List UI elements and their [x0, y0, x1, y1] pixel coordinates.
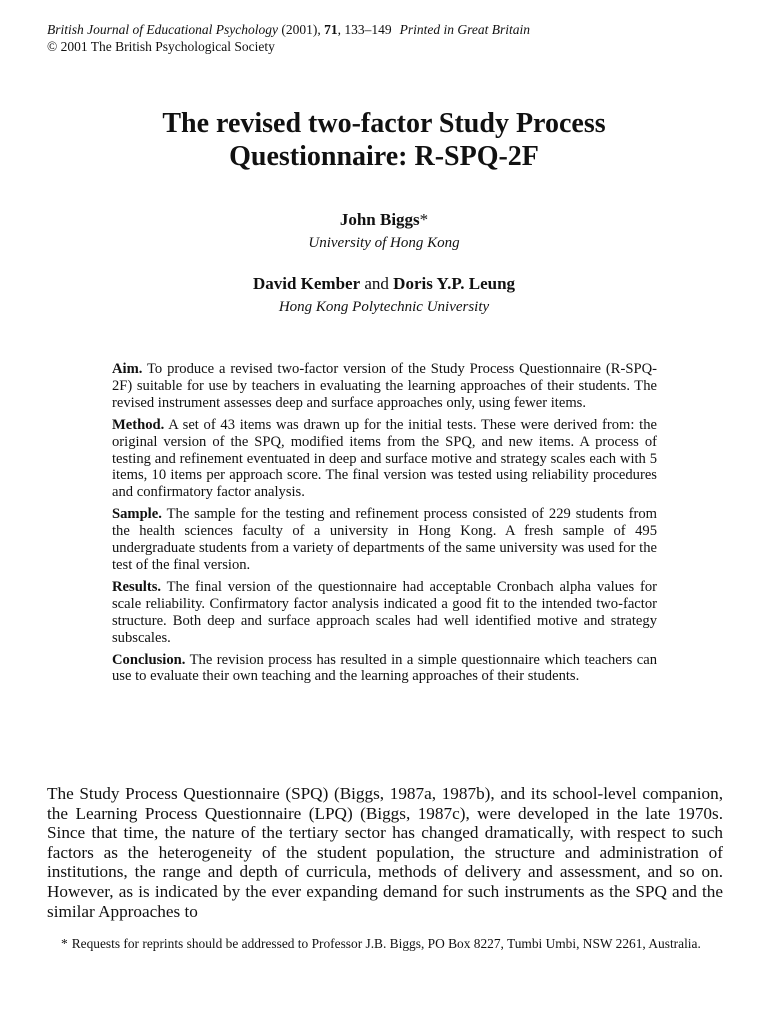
citation-line	[47, 21, 530, 38]
author-name	[0, 209, 768, 230]
abstract-aim	[112, 361, 657, 412]
abstract-label: Conclusion.	[112, 651, 186, 668]
author-footnote-mark: *	[419, 210, 429, 229]
title-line-1: The revised two-factor Study Process	[162, 108, 606, 139]
author-kember: David Kember	[252, 274, 361, 293]
printed-note: Printed in Great Britain	[399, 22, 530, 37]
journal-header	[47, 21, 530, 55]
abstract	[112, 361, 657, 690]
author-biggs: John Biggs	[339, 210, 420, 229]
footnote-mark: *	[61, 936, 68, 951]
author-block-1	[0, 209, 768, 253]
journal-volume: 71	[324, 22, 338, 37]
abstract-text: The sample for the testing and refinement process consisted of 229 students from the health sciences faculty of a university in Hong Kong. A fresh sample of 495 undergraduate students from a variety of departments of the same university was used for the test of the final version.	[112, 506, 657, 573]
journal-year: (2001),	[277, 22, 325, 37]
author-and: and	[360, 274, 394, 293]
author-affiliation: Hong Kong Polytechnic University	[278, 299, 490, 315]
journal-name: British Journal of Educational Psychology	[47, 22, 278, 37]
author-block-2	[0, 273, 768, 317]
abstract-text: To produce a revised two-factor version of the Study Process Questionnaire (R-SPQ-2F) suitable for use by teachers in evaluating the learning approaches of their students. The revised instrument assesses deep and surface approaches only, using fewer items.	[112, 361, 657, 411]
abstract-label: Results.	[112, 578, 162, 595]
abstract-label: Sample.	[112, 506, 162, 523]
author-affiliation: University of Hong Kong	[308, 235, 460, 251]
abstract-text: A set of 43 items was drawn up for the initial tests. These were derived from: the original version of the SPQ, modified items from the SPQ, and new items. A process of testing and refinement eventuated in deep and surface motive and strategy scales each with 5 items, 10 items per approach score. The final version was tested using reliability procedures and confirmatory factor analysis.	[112, 416, 657, 501]
copyright-line: © 2001 The British Psychological Society	[47, 39, 275, 54]
abstract-sample	[112, 506, 657, 574]
author-leung: Doris Y.P. Leung	[393, 274, 516, 293]
abstract-results	[112, 579, 657, 647]
journal-pages: , 133–149	[337, 22, 392, 37]
paper-title	[0, 107, 768, 173]
abstract-conclusion	[112, 652, 657, 686]
body-paragraph: The Study Process Questionnaire (SPQ) (Biggs, 1987a, 1987b), and its school-level companion, the Learning Process Questionnaire (LPQ) (Biggs, 1987c), were developed in the late 1970s. Since that time, the nature of the tertiary sector has changed dramatically, with respect to such factors as the heterogeneity of the student population, the structure and administration of institutions, the range and depth of curricula, methods of delivery and assessment, and so on. However, as is indicated by the ever expanding demand for such instruments as the SPQ and the similar Approaches to	[47, 784, 723, 921]
abstract-text: The final version of the questionnaire had acceptable Cronbach alpha values for scale reliability. Confirmatory factor analysis indicated a good fit to the intended two-factor structure. Both deep and surface approach scales had well identified motive and strategy subscales.	[112, 578, 657, 646]
footnote-text: Requests for reprints should be addressed to Professor J.B. Biggs, PO Box 8227, Tumbi Umbi, NSW 2261, Australia.	[71, 936, 701, 951]
author-names	[0, 273, 768, 294]
abstract-text: The revision process has resulted in a simple questionnaire which teachers can use to evaluate their own teaching and the learning approaches of their students.	[112, 651, 657, 685]
abstract-label: Method.	[112, 416, 165, 433]
footnote	[47, 935, 723, 952]
abstract-method	[112, 417, 657, 502]
title-line-2: Questionnaire: R-SPQ-2F	[229, 141, 539, 172]
abstract-label: Aim.	[112, 361, 143, 377]
